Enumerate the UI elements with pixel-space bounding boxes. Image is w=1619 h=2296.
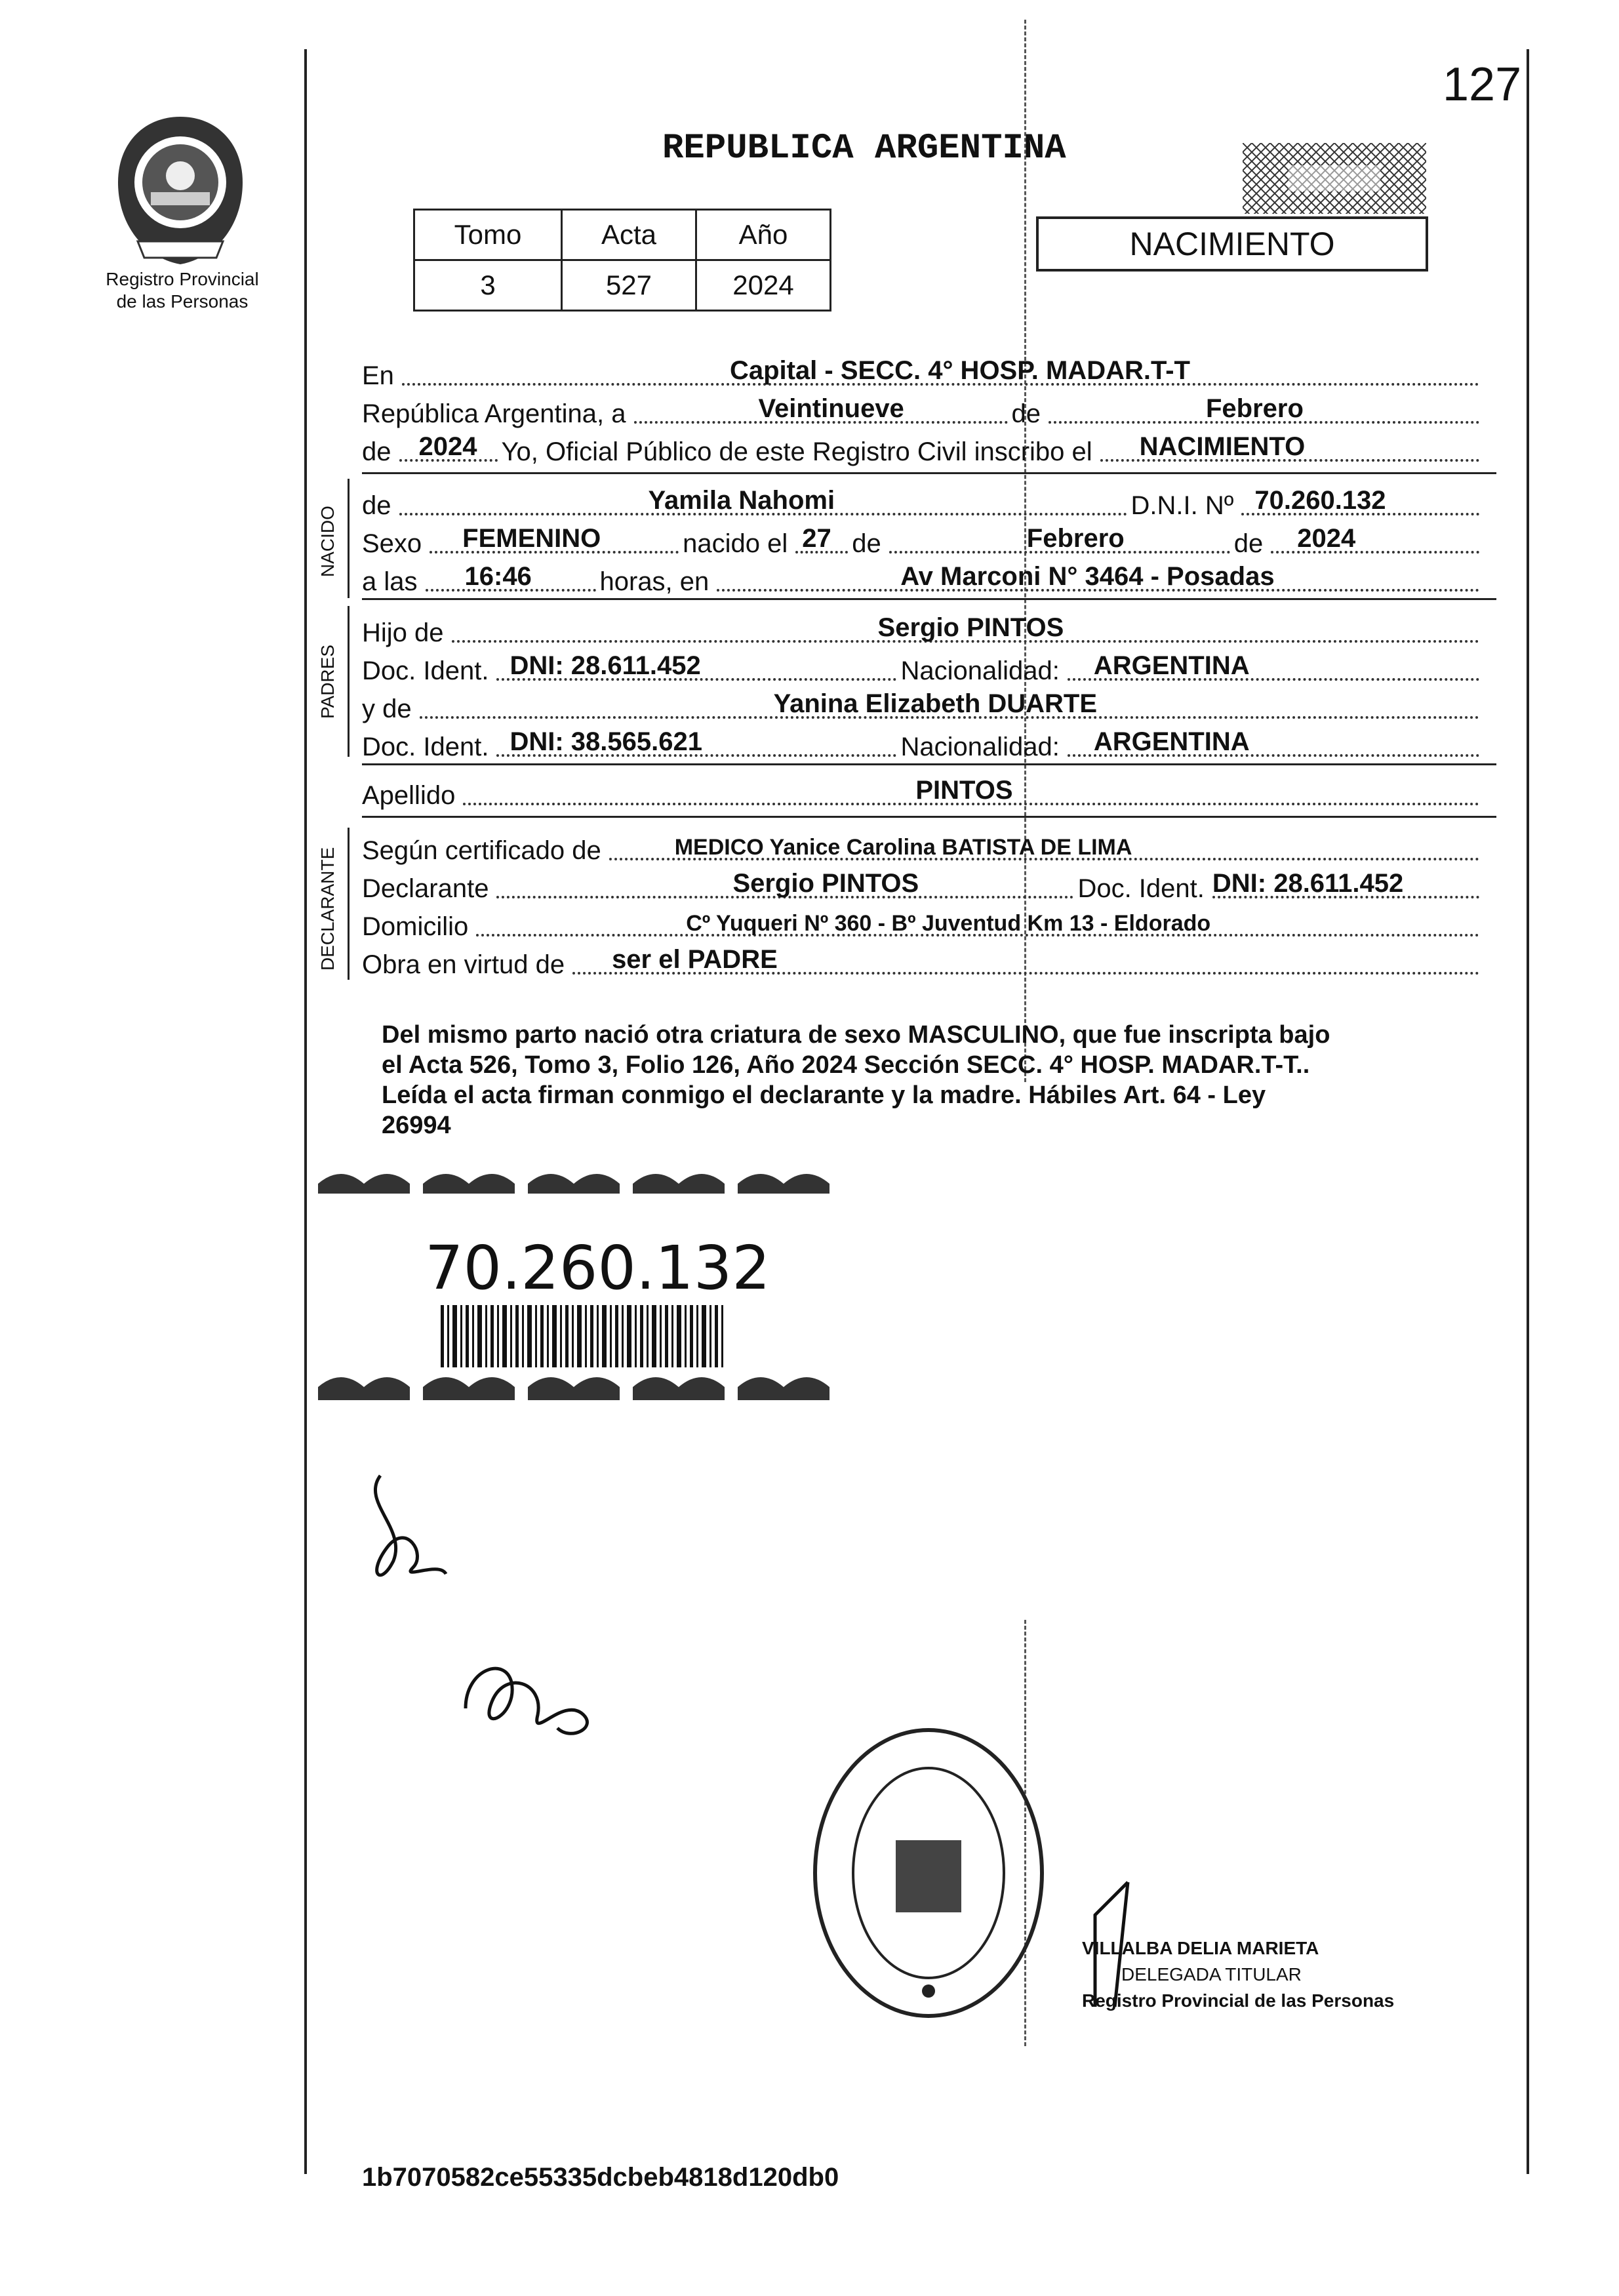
birth-month: Febrero bbox=[1026, 524, 1125, 553]
nacido-label: NACIDO bbox=[317, 506, 338, 577]
row-declarante: Declarante Sergio PINTOS Doc. Ident. DNI: 28.611.452 bbox=[362, 867, 1483, 904]
mother-doc: DNI: 38.565.621 bbox=[510, 727, 702, 756]
row-hijo: Hijo de Sergio PINTOS bbox=[362, 611, 1483, 648]
row-year: de 2024 Yo, Oficial Público de este Registro Civil inscribo el NACIMIENTO bbox=[362, 430, 1483, 467]
father-doc: DNI: 28.611.452 bbox=[510, 651, 701, 680]
notes-line-3: Leída el acta firman conmigo el declarante y la madre. Hábiles Art. 64 - Ley bbox=[382, 1081, 1266, 1109]
notes-line-2: el Acta 526, Tomo 3, Folio 126, Año 2024 Sección SECC. 4° HOSP. MADAR.T-T.. bbox=[382, 1051, 1310, 1079]
divider-1 bbox=[362, 472, 1496, 474]
divider-4 bbox=[362, 816, 1496, 818]
acta-header: Acta bbox=[562, 210, 696, 260]
declarante-label: DECLARANTE bbox=[317, 847, 338, 971]
logo-caption-line2: de las Personas bbox=[116, 291, 249, 312]
left-margin-line bbox=[304, 49, 307, 2174]
year-value: 2024 bbox=[418, 432, 477, 461]
address: Cº Yuqueri Nº 360 - Bº Juventud Km 13 - Eldorado bbox=[686, 911, 1211, 936]
page-number: 127 bbox=[1443, 58, 1522, 111]
padres-label: PADRES bbox=[317, 644, 338, 719]
birth-day: 27 bbox=[802, 524, 831, 553]
divider-2 bbox=[362, 598, 1496, 600]
birth-time: 16:46 bbox=[464, 562, 532, 591]
province-logo bbox=[111, 110, 249, 268]
row-mother: y de Yanina Elizabeth DUARTE bbox=[362, 687, 1483, 724]
row-obra: Obra en virtud de ser el PADRE bbox=[362, 943, 1483, 980]
signature-declarant bbox=[354, 1462, 485, 1594]
certificate: MEDICO Yanice Carolina BATISTA DE LIMA bbox=[674, 835, 1132, 860]
row-nacido-sexo: Sexo FEMENINO nacido el 27 de Febrero de 2024 bbox=[362, 522, 1483, 559]
tomo-header: Tomo bbox=[414, 210, 562, 260]
surname: PINTOS bbox=[915, 776, 1013, 805]
acta-value: 527 bbox=[562, 260, 696, 311]
row-mother-doc: Doc. Ident. DNI: 38.565.621 Nacionalidad: ARGENTINA bbox=[362, 725, 1483, 762]
official-stamp bbox=[813, 1728, 1044, 2018]
signature-mother bbox=[452, 1643, 610, 1748]
notes-line-1: Del mismo parto nació otra criatura de sexo MASCULINO, que fue inscripta bajo bbox=[382, 1021, 1330, 1049]
row-father-doc: Doc. Ident. DNI: 28.611.452 Nacionalidad: ARGENTINA bbox=[362, 649, 1483, 686]
logo-caption-line1: Registro Provincial bbox=[106, 269, 259, 289]
en-value: Capital - SECC. 4° HOSP. MADAR.T-T bbox=[729, 356, 1190, 385]
father-nationality: ARGENTINA bbox=[1093, 651, 1250, 680]
record-table bbox=[413, 209, 831, 312]
row-apellido: Apellido PINTOS bbox=[362, 774, 1483, 811]
father-name: Sergio PINTOS bbox=[877, 613, 1064, 642]
document-hash: 1b7070582ce55335dcbeb4818d120db0 bbox=[362, 2163, 839, 2192]
anio-value: 2024 bbox=[696, 260, 831, 311]
mother-nationality: ARGENTINA bbox=[1093, 727, 1250, 756]
declarante-bracket bbox=[348, 828, 350, 980]
nacido-bracket bbox=[348, 479, 350, 598]
official-role: DELEGADA TITULAR bbox=[1121, 1964, 1302, 1984]
declarant-doc: DNI: 28.611.452 bbox=[1212, 869, 1404, 898]
row-nacido-hora: a las 16:46 horas, en Av Marconi N° 3464 - Posadas bbox=[362, 560, 1483, 597]
day-words: Veintinueve bbox=[758, 394, 904, 423]
notes-line-4: 26994 bbox=[382, 1112, 451, 1139]
child-name: Yamila Nahomi bbox=[648, 486, 835, 515]
row-nacido-name: de Yamila Nahomi D.N.I. Nº 70.260.132 bbox=[362, 484, 1483, 521]
official-name: VILLALBA DELIA MARIETA bbox=[1082, 1938, 1319, 1958]
official-org: Registro Provincial de las Personas bbox=[1082, 1990, 1395, 2011]
declarant-name: Sergio PINTOS bbox=[732, 869, 919, 898]
right-margin-line bbox=[1527, 49, 1529, 2174]
child-sex: FEMENINO bbox=[462, 524, 601, 553]
act-type: NACIMIENTO bbox=[1139, 432, 1306, 461]
barcode-number: 70.260.132 bbox=[425, 1233, 770, 1303]
row-en: En Capital - SECC. 4° HOSP. MADAR.T-T bbox=[362, 354, 1483, 391]
record-type-box bbox=[1036, 216, 1428, 272]
security-pattern bbox=[1243, 143, 1426, 214]
tomo-value: 3 bbox=[414, 260, 562, 311]
row-domicilio: Domicilio Cº Yuqueri Nº 360 - Bº Juventud Km 13 - Eldorado bbox=[362, 905, 1483, 942]
record-type: NACIMIENTO bbox=[1129, 226, 1335, 262]
mother-name: Yanina Elizabeth DUARTE bbox=[773, 689, 1098, 718]
row-certificado: Según certificado de MEDICO Yanice Carolina BATISTA DE LIMA bbox=[362, 829, 1483, 866]
row-republica: República Argentina, a Veintinueve de Febrero bbox=[362, 392, 1483, 429]
divider-3 bbox=[362, 763, 1496, 765]
birth-place: Av Marconi N° 3464 - Posadas bbox=[900, 562, 1275, 591]
child-dni: 70.260.132 bbox=[1254, 486, 1386, 515]
month-value: Febrero bbox=[1206, 394, 1304, 423]
birth-year: 2024 bbox=[1297, 524, 1356, 553]
acts-as: ser el PADRE bbox=[612, 945, 778, 974]
padres-bracket bbox=[348, 606, 350, 757]
document-title: REPUBLICA ARGENTINA bbox=[662, 129, 1066, 169]
anio-header: Año bbox=[696, 210, 831, 260]
